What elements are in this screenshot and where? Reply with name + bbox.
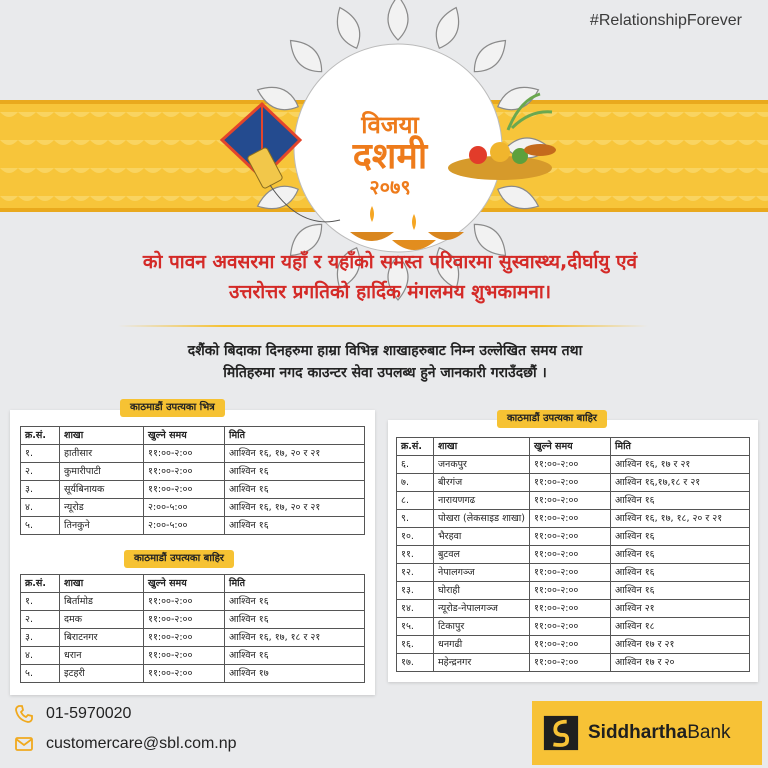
cell-date: आश्विन १६ (610, 582, 749, 600)
col-date: मिति (225, 427, 365, 445)
table-row (397, 564, 750, 582)
cell-date: आश्विन १६ (225, 593, 365, 611)
cell-time: ११:००-२:०० (144, 445, 225, 463)
cell-date: आश्विन १६ (610, 546, 749, 564)
cell-time: ११:००-२:०० (529, 636, 610, 654)
cell-branch: न्यूरोड (60, 499, 144, 517)
cell-time: ११:००-२:०० (144, 647, 225, 665)
cell-branch: तिनकुने (60, 517, 144, 535)
cell-branch: जनकपुर (434, 456, 530, 474)
bank-name-regular: Bank (687, 722, 731, 743)
cell-sn: १. (21, 445, 60, 463)
title-line2: दशमी (352, 136, 428, 177)
cell-date: आश्विन १६, १७, २० र २१ (225, 499, 365, 517)
cell-sn: २. (21, 463, 60, 481)
cell-sn: १२. (397, 564, 434, 582)
cell-branch: न्यूरोड-नेपालगञ्ज (434, 600, 530, 618)
cell-sn: १४. (397, 600, 434, 618)
cell-branch: महेन्द्रनगर (434, 654, 530, 672)
cell-sn: ४. (21, 499, 60, 517)
col-sn: क्र.सं. (21, 427, 60, 445)
cell-time: ११:००-२:०० (144, 481, 225, 499)
col-time: खुल्ने समय (144, 575, 225, 593)
table-row (21, 463, 365, 481)
greeting-message (40, 247, 740, 307)
bank-logo (532, 701, 762, 765)
cell-branch: नारायणगढ (434, 492, 530, 510)
table-row (397, 600, 750, 618)
cell-branch: धनगढी (434, 636, 530, 654)
table-row (397, 528, 750, 546)
table-row (397, 456, 750, 474)
table-row (397, 492, 750, 510)
table-row (21, 647, 365, 665)
col-branch: शाखा (60, 575, 144, 593)
col-time: खुल्ने समय (144, 427, 225, 445)
festival-title (320, 112, 460, 198)
cell-date: आश्विन २१ (610, 600, 749, 618)
cell-time: ११:००-२:०० (529, 474, 610, 492)
cell-time: ११:००-२:०० (144, 665, 225, 683)
col-branch: शाखा (60, 427, 144, 445)
cell-sn: १६. (397, 636, 434, 654)
cell-sn: ५. (21, 665, 60, 683)
cell-date: आश्विन १७ (225, 665, 365, 683)
cell-branch: धरान (60, 647, 144, 665)
mail-icon (14, 734, 34, 754)
cell-sn: ११. (397, 546, 434, 564)
cell-time: ११:००-२:०० (529, 618, 610, 636)
section-tag-outside-valley-right: काठमाडौं उपत्यका बाहिर (497, 410, 607, 428)
cell-branch: इटहरी (60, 665, 144, 683)
cell-date: आश्विन १६, १७, २० र २१ (225, 445, 365, 463)
col-date: मिति (225, 575, 365, 593)
cell-date: आश्विन १८ (610, 618, 749, 636)
cell-sn: १७. (397, 654, 434, 672)
cell-branch: बिराटनगर (60, 629, 144, 647)
cell-sn: ३. (21, 481, 60, 499)
cell-time: ११:००-२:०० (529, 546, 610, 564)
cell-time: ११:००-२:०० (529, 600, 610, 618)
cell-sn: १३. (397, 582, 434, 600)
cell-date: आश्विन १७ र २१ (610, 636, 749, 654)
notice-text (70, 340, 700, 384)
table-row (21, 499, 365, 517)
cell-time: ११:००-२:०० (144, 463, 225, 481)
cell-date: आश्विन १६, १७, १८, २० र २१ (610, 510, 749, 528)
cell-branch: बीरगंज (434, 474, 530, 492)
table-row (21, 445, 365, 463)
table-row (21, 481, 365, 499)
cell-date: आश्विन १६, १७, १८ र २१ (225, 629, 365, 647)
cell-date: आश्विन १६ (225, 463, 365, 481)
cell-sn: १५. (397, 618, 434, 636)
table-row (397, 546, 750, 564)
col-sn: क्र.सं. (21, 575, 60, 593)
cell-date: आश्विन १६ (610, 492, 749, 510)
cell-branch: दमक (60, 611, 144, 629)
cell-date: आश्विन १६ (610, 528, 749, 546)
col-date: मिति (610, 438, 749, 456)
cell-time: ११:००-२:०० (529, 528, 610, 546)
cell-time: ११:००-२:०० (529, 456, 610, 474)
cell-time: ११:००-२:०० (529, 510, 610, 528)
section-tag-outside-valley-left: काठमाडौं उपत्यका बाहिर (124, 550, 234, 568)
cell-branch: घोराही (434, 582, 530, 600)
cell-date: आश्विन १६ (225, 517, 365, 535)
cell-branch: बिर्तामोड (60, 593, 144, 611)
bank-name-bold: Siddhartha (588, 722, 688, 743)
cell-date: आश्विन १६ (225, 481, 365, 499)
table-row (397, 582, 750, 600)
cell-time: ११:००-२:०० (529, 582, 610, 600)
title-line1: विजया (361, 111, 419, 139)
table-row (397, 510, 750, 528)
cell-sn: ६. (397, 456, 434, 474)
cell-branch: हातीसार (60, 445, 144, 463)
col-time: खुल्ने समय (529, 438, 610, 456)
cell-time: ११:००-२:०० (529, 492, 610, 510)
cell-sn: २. (21, 611, 60, 629)
notice-line2: मितिहरुमा नगद काउन्टर सेवा उपलब्ध हुने जानकारी गराउँदछौं । (223, 365, 547, 381)
divider (118, 325, 648, 327)
table-inside-valley (20, 426, 365, 535)
cell-branch: पोखरा (लेकसाइड शाखा) (434, 510, 530, 528)
cell-date: आश्विन १६ (610, 564, 749, 582)
table-row (397, 618, 750, 636)
col-sn: क्र.सं. (397, 438, 434, 456)
cell-date: आश्विन १६,१७,१८ र २१ (610, 474, 749, 492)
greeting-line1: को पावन अवसरमा यहाँ र यहाँको समस्त परिवारमा सुस्वास्थ्य,दीर्घायु एवं (142, 251, 638, 273)
notice-line1: दशैंको बिदाका दिनहरुमा हाम्रा विभिन्न शाखाहरुबाट निम्न उल्लेखित समय तथा (187, 343, 583, 359)
email-address[interactable]: customercare@sbl.com.np (46, 735, 237, 752)
cell-date: आश्विन १६ (225, 611, 365, 629)
cell-date: आश्विन १६, १७ र २१ (610, 456, 749, 474)
cell-branch: सूर्यबिनायक (60, 481, 144, 499)
table-row (21, 665, 365, 683)
email-contact[interactable] (14, 734, 237, 754)
cell-sn: ५. (21, 517, 60, 535)
bank-name (588, 722, 731, 744)
cell-sn: ३. (21, 629, 60, 647)
section-tag-inside-valley: काठमाडौं उपत्यका भित्र (120, 399, 225, 417)
cell-branch: भैरहवा (434, 528, 530, 546)
cell-sn: ७. (397, 474, 434, 492)
cell-branch: नेपालगञ्ज (434, 564, 530, 582)
table-outside-valley-left (20, 574, 365, 683)
hashtag: #RelationshipForever (589, 12, 742, 29)
cell-date: आश्विन १७ र २० (610, 654, 749, 672)
phone-icon (14, 704, 34, 724)
table-row (21, 629, 365, 647)
table-row (397, 636, 750, 654)
cell-date: आश्विन १६ (225, 647, 365, 665)
cell-time: २:००-५:०० (144, 517, 225, 535)
cell-sn: ४. (21, 647, 60, 665)
table-row (21, 611, 365, 629)
cell-branch: कुमारीपाटी (60, 463, 144, 481)
cell-sn: १. (21, 593, 60, 611)
cell-sn: ९. (397, 510, 434, 528)
cell-time: ११:००-२:०० (529, 654, 610, 672)
cell-time: ११:००-२:०० (144, 629, 225, 647)
greeting-line2: उत्तरोत्तर प्रगतिको हार्दिक मंगलमय शुभकामना। (228, 281, 552, 303)
table-row (21, 593, 365, 611)
title-year: २०७९ (369, 175, 411, 199)
bank-logo-icon (542, 714, 580, 752)
phone-number[interactable]: 01-5970020 (46, 705, 132, 722)
phone-contact[interactable] (14, 704, 131, 724)
cell-sn: ८. (397, 492, 434, 510)
table-row (21, 517, 365, 535)
cell-time: ११:००-२:०० (144, 593, 225, 611)
cell-time: ११:००-२:०० (529, 564, 610, 582)
col-branch: शाखा (434, 438, 530, 456)
cell-time: २:००-५:०० (144, 499, 225, 517)
cell-time: ११:००-२:०० (144, 611, 225, 629)
cell-branch: बुटवल (434, 546, 530, 564)
cell-branch: टिकापुर (434, 618, 530, 636)
table-row (397, 654, 750, 672)
cell-sn: १०. (397, 528, 434, 546)
table-row (397, 474, 750, 492)
table-outside-valley-right (396, 437, 750, 672)
